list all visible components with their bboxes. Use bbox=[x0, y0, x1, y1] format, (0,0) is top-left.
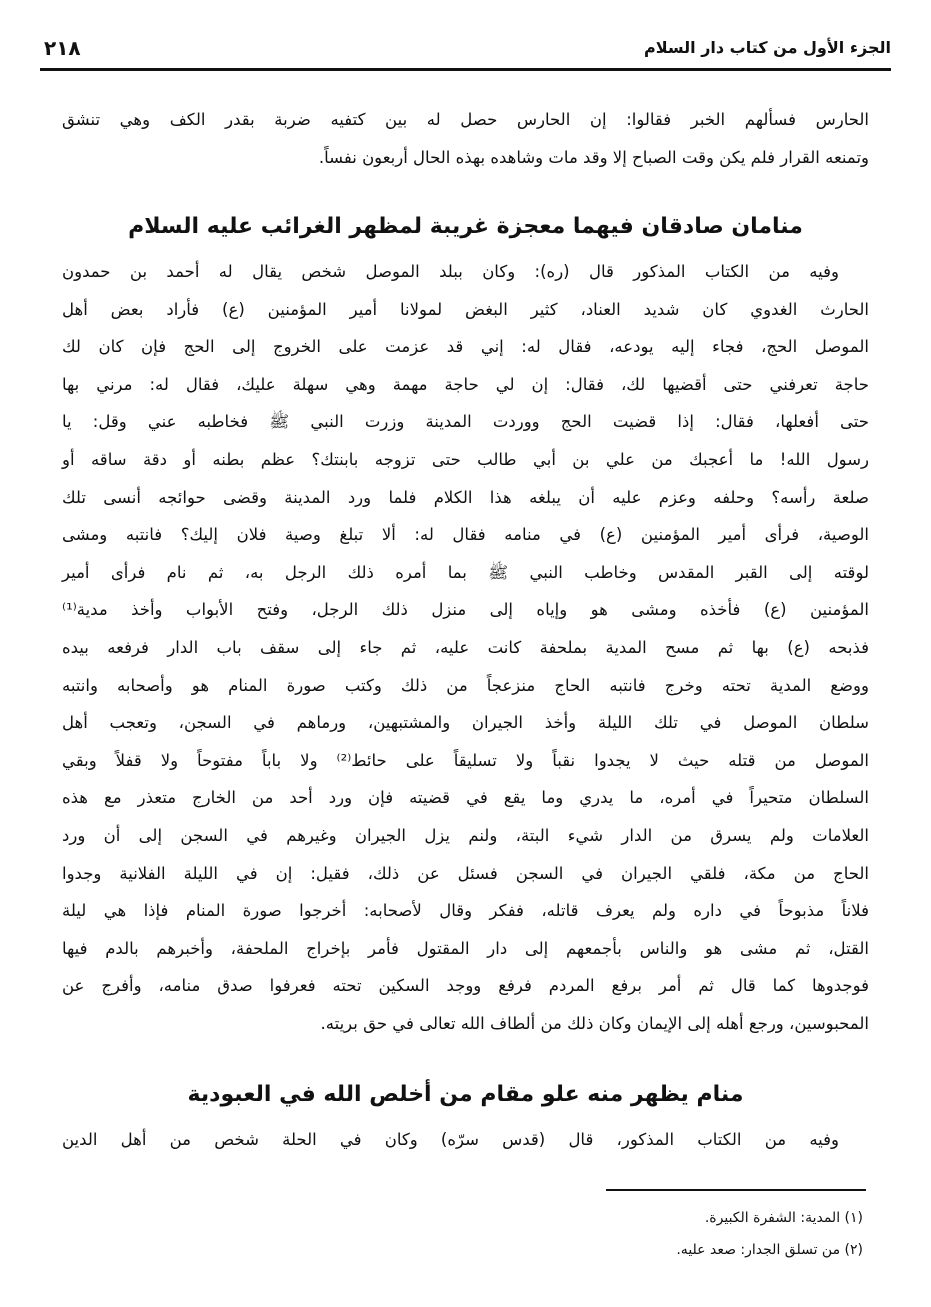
text-line: حتى أفعلها، فقال: إذا قضيت الحج ووردت المدينة وزرت النبي ﷺ فخاطبه عني وقل: يا bbox=[62, 412, 869, 432]
footnote-2: (٢) من تسلق الجدار: صعد عليه. bbox=[676, 1242, 863, 1258]
text-line: وفيه من الكتاب المذكور قال (ره): وكان ببلد الموصل شخص يقال له أحمد بن حمدون bbox=[62, 262, 839, 281]
text-line: المؤمنين (ع) فأخذه ومشى هو وإياه إلى منزل ذلك الرجل، وفتح الأبواب وأخذ مدية⁽¹⁾ bbox=[62, 600, 869, 620]
page-header bbox=[40, 36, 891, 66]
running-title: الجزء الأول من كتاب دار السلام bbox=[643, 38, 891, 57]
text-line: المحبوسين، ورجع أهله إلى الإيمان وكان ذلك من ألطاف الله تعالى في حق بريته. bbox=[320, 1014, 869, 1033]
text-line: وفيه من الكتاب المذكور، قال (قدس سرّه) وكان في الحلة شخص من أهل الدين bbox=[62, 1130, 839, 1149]
text-line: صلعة رأسه؟ وحلفه وعزم عليه أن يبلغه هذا الكلام فلما ورد المدينة وقضى حوائجه أنسى تلك bbox=[62, 487, 869, 507]
text-line: الموصل من قتله حيث لا يجدوا نقباً ولا تسليقاً على حائط⁽²⁾ ولا باباً مفتوحاً ولا قفلاً وبقي bbox=[62, 750, 869, 770]
text-line: القتل، ثم مشى هو والناس بأجمعهم إلى دار المقتول فأمر بإخراج الملحفة، وأخبرهم بالدم فيها bbox=[62, 938, 869, 958]
text-line: فذبحه (ع) بها ثم مسح المدية بملحفة كانت عليه، ثم جاء إلى سقف باب الدار فرفعه بيده bbox=[62, 638, 869, 657]
text-line: رسول الله! ما أعجبك من علي بن أبي طالب حتى تزوجه بابنتك؟ عظم بطنه أو دقة ساقه أو bbox=[62, 450, 869, 469]
text-line: العلامات ولم يسرق من الدار شيء البتة، ولنم يزل الجيران وغيرهم في السجن إلى أن ورد bbox=[62, 826, 869, 845]
text-line: الحاج من مكة، فلقي الجيران في السجن فسئل عن ذلك، فقيل: إن في الليلة الفلانية وجدوا bbox=[62, 863, 869, 883]
section-heading-2: منام يظهر منه علو مقام من أخلص الله في العبودية bbox=[187, 1082, 744, 1107]
text-line: الموصل الحج، فجاء إليه يودعه، فقال له: إني قد عزمت على الخروج إلى الحج فإن كان لك bbox=[62, 337, 869, 357]
header-rule bbox=[40, 68, 891, 71]
text-line: سلطان الموصل في تلك الليلة وأخذ الجيران والمشتبهين، ورماهم في السجن، وتعجب أهل bbox=[62, 713, 869, 733]
text-line: فوجدوها كما قال ثم أمر برفع المردم فرفع ووجد السكين تحته فعرفوا صدق منامه، وأفرج عن bbox=[62, 976, 869, 996]
footnote-1: (١) المدية: الشفرة الكبيرة. bbox=[704, 1210, 863, 1226]
section-heading-1: منامان صادقان فيهما معجزة غريبة لمظهر الغرائب عليه السلام bbox=[128, 214, 803, 239]
text-line: الحارث الغدوي كان شديد العناد، كثير البغض لمولانا أمير المؤمنين (ع) فأراد بعض أهل bbox=[62, 299, 869, 319]
text-line: الوصية، فرأى أمير المؤمنين (ع) في منامه فقال له: ألا تبلغ وصية فلان إليك؟ فانتبه ومشى bbox=[62, 525, 869, 545]
text-line: فلاناً مذبوحاً في داره ولم يعرف قاتله، ففكر وقال لأصحابه: أخرجوا صورة المنام فإذا هي ليلة bbox=[62, 901, 869, 921]
text-line: ووضع المدية تحته وخرج فانتبه الحاج منزعجاً من ذلك وكتب صورة المنام هو وأصحابه وانتبه bbox=[62, 675, 869, 695]
footnote-rule bbox=[606, 1189, 866, 1191]
text-line: الحارس فسألهم الخبر فقالوا: إن الحارس حصل له بين كتفيه ضربة بقدر الكف وهي تنشق bbox=[62, 110, 869, 129]
text-line: لوقته إلى القبر المقدس وخاطب النبي ﷺ بما أمره ذلك الرجل به، ثم نام فرأى أمير bbox=[62, 562, 869, 582]
page-number: ٢١٨ bbox=[44, 36, 81, 60]
text-line: وتمنعه القرار فلم يكن وقت الصباح إلا وقد مات وشاهده بهذه الحال أربعون نفساً. bbox=[318, 148, 869, 167]
text-line: حاجة تعرفني حتى أقضيها لك، فقال: إن لي حاجة مهمة وهي سهلة عليك، فقال له: مرني بها bbox=[62, 374, 869, 394]
text-line: السلطان متحيراً في أمره، ما يدري وما يقع في قضيته فإن ورد أحد من الخارج متعذر مع هذه bbox=[62, 788, 869, 808]
